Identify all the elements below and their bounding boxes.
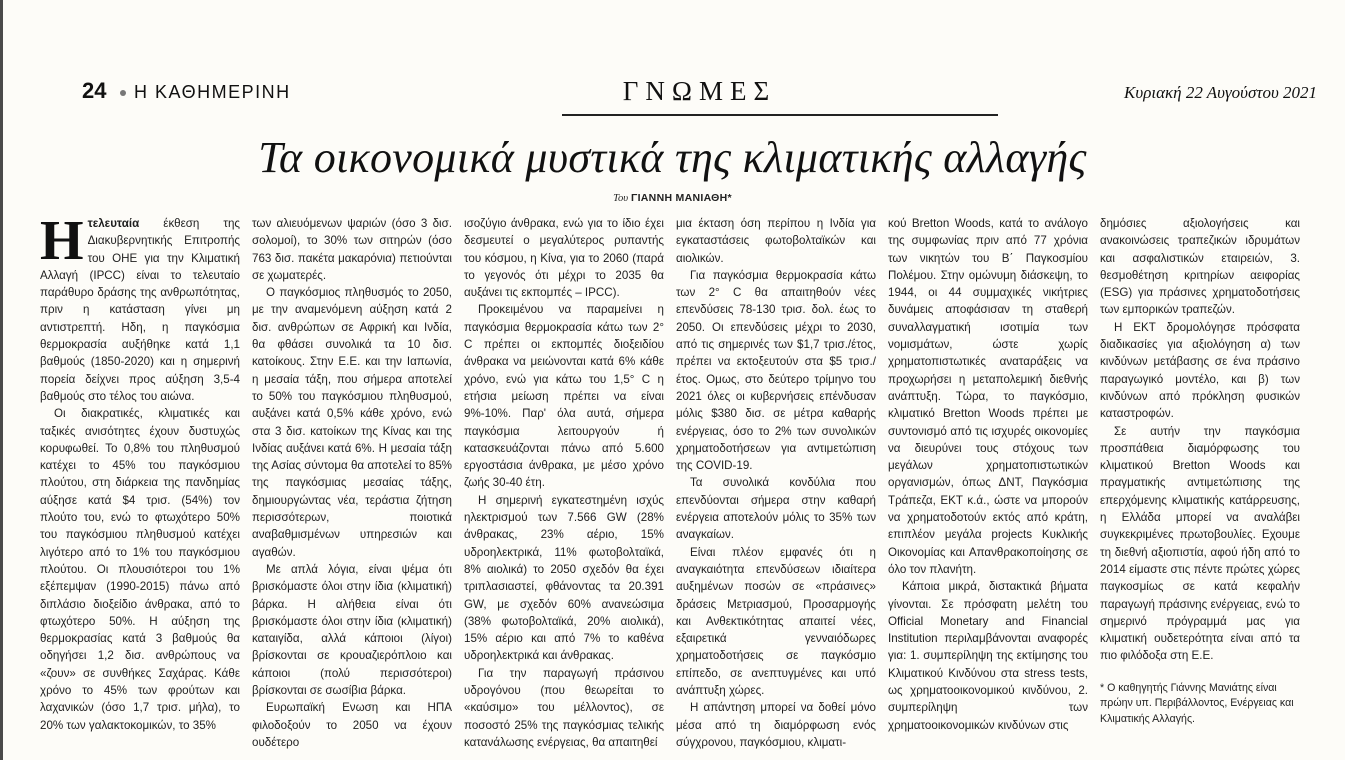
paragraph: Η ΕΚΤ δρομολόγησε πρόσφατα διαδικασίες για αξιολόγηση α) των κινδύνων μετάβασης σε ένα πράσινο παραγωγικό μοντέλο, και β) των κινδύνων από πρόκληση φυσικών καταστροφών. bbox=[1100, 320, 1300, 421]
section-rule bbox=[562, 114, 998, 116]
paragraph: Κάποια μικρά, διστακτικά βήματα γίνονται. Σε πρόσφατη μελέτη του Official Monetary and Financial Institution περιλαμβάνονται αναφορές για: 1. συμπερίληψη της εκτίμησης του Κλιματικού Κινδύνου στα stress tests, ως χρηματοοικονομικού κινδύνου, 2. συμπερίληψη των χρηματοοικονομικών κινδύνων στις bbox=[888, 580, 1088, 732]
paragraph: Σε αυτήν την παγκόσμια προσπάθεια διαμόρφωσης του κλιματικού Bretton Woods και πραγματικής αντιμετώπισης της επερχόμενης κλιματικής κατάρρευσης, η Ελλάδα μπορεί να αναλάβει συγκεκριμένες πρωτοβουλίες. Εχουμε τη διεθνή αξιοπιστία, αφού ήδη από το 2014 είμαστε στις πέντε πρώτες χώρες παγκοσμίως σε κατά κεφαλήν παραγωγή πράσινης ενέργειας, ενώ το σημερινό πρόγραμμά μας για κλιματική ουδετερότητα είναι από τα πιο φιλόδοξα στη Ε.Ε. bbox=[1100, 424, 1300, 663]
article-headline: Τα οικονομικά μυστικά της κλιματικής αλλαγής bbox=[258, 133, 1087, 182]
lead-paragraph bbox=[40, 210, 240, 405]
newspaper-name: Η ΚΑΘΗΜΕΡΙΝΗ bbox=[134, 82, 291, 102]
paragraph: δημόσιες αξιολογήσεις και ανακοινώσεις τραπεζικών ιδρυμάτων και ασφαλιστικών εταιρειών, 3. θεσμοθέτηση κριτηρίων αειφορίας (ESG) για πράσινες χρηματοδοτήσεις των εμπορικών τραπεζών. bbox=[1100, 217, 1300, 317]
lead-word: τελευταία bbox=[87, 217, 140, 230]
paragraph: Είναι πλέον εμφανές ότι η αναγκαιότητα επενδύσεων ιδιαίτερα αυξημένων ποσών σε «πράσινες» δράσεις Μετριασμού, Προσαρμογής και Ανθεκτικότητας απαιτεί νέες, εξαιρετικά γενναιόδωρες χρηματοδοτήσεις σε παγκόσμιο επίπεδο, σε ανεπτυγμένες και υπό ανάπτυξη χώρες. bbox=[676, 545, 876, 698]
column-3 bbox=[464, 215, 664, 749]
paragraph: Με απλά λόγια, είναι ψέμα ότι βρισκόμαστε όλοι στην ίδια (κλιματική) βάρκα. Η αλήθεια είναι ότι βρισκόμαστε όλοι στην ίδια (κλιματική) καταιγίδα, αλλά κάποιοι (λίγοι) βρίσκονται σε κρουαζιερόπλοιο και κάποιοι (πολύ περισσότεροι) βρίσκονται σε σωσίβια βάρκα. bbox=[252, 562, 452, 698]
column-4 bbox=[676, 215, 876, 749]
paragraph: ισοζύγιο άνθρακα, ενώ για το ίδιο έχει δεσμευτεί ο μεγαλύτερος ρυπαντής του κόσμου, η Κίνα, για το 2060 (παρά το γεγονός ότι μέχρι το 2035 θα αυξάνει τις εκπομπές – IPCC). bbox=[464, 217, 664, 300]
section-title: ΓΝΩΜΕΣ bbox=[622, 76, 777, 106]
column-6 bbox=[1100, 215, 1300, 730]
paragraph: κού Bretton Woods, κατά το ανάλογο της συμφωνίας πριν από 77 χρόνια των νικητών του Β΄ Παγκοσμίου Πολέμου. Στην ομώνυμη διάσκεψη, το 1944, οι 44 συμμαχικές νικήτριες δυνάμεις αποφάσισαν τη σταθερή συναλλαγματική ισοτιμία των νομισμάτων, ώστε χωρίς χρηματοπιστωτικές αναταράξεις να προχωρήσει η μεταπολεμική διεθνής ανάπτυξη. Τώρα, το παγκόσμιο, κλιματικό Bretton Woods πρέπει με συντονισμό από τις ισχυρές οικονομίες να διευρύνει τους στόχους των μεγάλων χρηματοπιστωτικών οργανισμών, όπως ΔΝΤ, Παγκόσμια Τράπεζα, ΕΚΤ κ.ά., ώστε να μπορούν να χρηματοδοτούν εκτός από κράτη, επιπλέον μεγάλα projects Κυκλικής Οικονομίας και Απανθρακοποίησης σε όλο τον πλανήτη. bbox=[888, 217, 1088, 576]
paragraph: των αλιευόμενων ψαριών (όσο 3 δισ. σολομοί), το 30% των σιτηρών (όσο 763 δισ. πακέτα μακαρόνια) πετιούνται σε χωματερές. bbox=[252, 217, 452, 282]
page-header bbox=[82, 76, 1317, 112]
byline-author: ΓΙΑΝΝΗ ΜΑΝΙΑΘΗ* bbox=[630, 192, 732, 204]
column-5 bbox=[888, 215, 1088, 730]
paragraph: Για την παραγωγή πράσινου υδρογόνου (που θεωρείται το «καύσιμο» του μέλλοντος), σε ποσοστό 25% της παγκόσμιας τελικής κατανάλωσης ενέργειας, θα απαιτηθεί bbox=[464, 666, 664, 749]
page-number: 24 bbox=[82, 78, 107, 103]
paragraph-text: έκθεση της Διακυβερνητικής Επιτροπής του ΟΗΕ για την Κλιματική Αλλαγή (IPCC) είναι το τελευταίο παράθυρο δράσης της ανθρωπότητας, πριν η κατάσταση γίνει μη αντιστρεπτή. Ηδη, η παγκόσμια θερμοκρασία αυξήθηκε κατά 1,1 βαθμούς (1850-2020) και η σημερινή πορεία δείχνει προς αύξηση 3,5-4 βαθμούς στο τέλος του αιώνα. bbox=[40, 217, 240, 403]
paragraph: Ευρωπαϊκή Ενωση και ΗΠΑ φιλοδοξούν το 2050 να έχουν ουδέτερο bbox=[252, 701, 452, 749]
byline bbox=[0, 192, 1345, 204]
drop-cap: Η bbox=[40, 210, 84, 272]
paragraph: Η απάντηση μπορεί να δοθεί μόνο μέσα από τη διαμόρφωση ενός σύγχρονου, παγκόσμιου, κλιματι- bbox=[676, 701, 876, 749]
paragraph: Προκειμένου να παραμείνει η παγκόσμια θερμοκρασία κάτω των 2° C πρέπει οι εκπομπές διοξειδίου άνθρακα να μειώνονται κατά 6% κάθε χρόνο, ενώ για κάτω του 1,5° C η ετήσια μείωση πρέπει να είναι 9%-10%. Παρ' όλα αυτά, σήμερα παγκόσμια λειτουργούν ή κατασκευάζονται πάνω από 5.600 εργοστάσια άνθρακα, με μέσο χρόνο ζωής 30-40 έτη. bbox=[464, 303, 664, 490]
paragraph: Η σημερινή εγκατεστημένη ισχύς ηλεκτρισμού των 7.566 GW (28% άνθρακας, 23% αέριο, 15% υδροηλεκτρικά, 11% φωτοβολταϊκά, 8% αιολικά) το 2050 σχεδόν θα έχει τριπλασιαστεί, φθάνοντας τα 20.391 GW, με σχεδόν 60% ανανεώσιμα (38% φωτοβολταϊκά, 20% αιολικά), 15% αέριο και από 7% το καθένα υδροηλεκτρικά και άνθρακας. bbox=[464, 493, 664, 663]
paragraph: Ο παγκόσμιος πληθυσμός το 2050, με την αναμενόμενη αύξηση κατά 2 δισ. ανθρώπων σε Αφρική και Ινδία, θα φθάσει συνολικά τα 10 δισ. κατοίκους. Στην Ε.Ε. και την Ιαπωνία, η μεσαία τάξη, που σήμερα αποτελεί το 50% του παγκόσμιου πληθυσμού, αυξάνει κατά 0,5% κάθε χρόνο, ενώ στα 3 δισ. κατοίκων της Κίνας και της Ινδίας αυξάνει κατά 6%. Η μεσαία τάξη της Ασίας σύντομα θα αποτελεί το 85% της παγκόσμιας μεσαίας τάξης, δημιουργώντας νέα, τεράστια ζήτηση περισσότερων, ποιοτικά αναβαθμισμένων υπηρεσιών και αγαθών. bbox=[252, 286, 452, 559]
article-body bbox=[40, 210, 1302, 749]
paragraph: Οι διακρατικές, κλιματικές και ταξικές ανισότητες έχουν δυστυχώς κορυφωθεί. Το 0,8% του πληθυσμού κατέχει το 45% του παγκόσμιου πλούτου, στη διάρκεια της πανδημίας αύξησε κατά $4 τρισ. (54%) τον πλούτο του, ενώ το φτωχότερο 50% του παγκόσμιου πληθυσμού κατέχει λιγότερο από το 1% του παγκόσμιου πλούτου. Οι πλουσιότεροι του 1% εξέπεμψαν (1990-2015) πάνω από διπλάσιο διοξείδιο άνθρακα, από το φτωχότερο 50%. Η αύξηση της θερμοκρασίας κατά 3 βαθμούς θα οδηγήσει 1,2 δισ. ανθρώπους να «ζουν» σε συνθήκες Σαχάρας. Κάθε χρόνο το 45% των φρούτων και λαχανικών (όσο 1,7 τρισ. μήλα), το 20% των γαλακτοκομικών, το 35% bbox=[40, 407, 240, 732]
byline-prefix: Του bbox=[613, 193, 629, 204]
paragraph: Τα συνολικά κονδύλια που επενδύονται σήμερα στην καθαρή ενέργεια αποτελούν μόλις το 35% των αναγκαίων. bbox=[676, 476, 876, 542]
paragraph: μια έκταση όση περίπου η Ινδία για εγκαταστάσεις φωτοβολταϊκών και αιολικών. bbox=[676, 217, 876, 265]
column-2 bbox=[252, 215, 452, 749]
column-1 bbox=[40, 210, 240, 732]
paragraph: Για παγκόσμια θερμοκρασία κάτω των 2° C θα απαιτηθούν νέες επενδύσεις 78-130 τρισ. δολ. έως το 2050. Οι επενδύσεις μέχρι το 2030, από τις σημερινές των $1,7 τρισ./έτος, πρέπει να εκτοξευτούν στα $5 τρισ./έτος. Ομως, στο δεύτερο τρίμηνο του 2021 όλες οι κυβερνήσεις επένδυσαν μόλις $380 δισ. σε μέτρα καθαρής ενέργειας, όσο το 2% των συνολικών χρηματοδοτήσεων για αντιμετώπιση της COVID-19. bbox=[676, 268, 876, 473]
issue-date: Κυριακή 22 Αυγούστου 2021 bbox=[1124, 83, 1317, 102]
author-footnote: * Ο καθηγητής Γιάννης Μανιάτης είναι πρώην υπ. Περιβάλλοντος, Ενέργειας και Κλιματικής Αλλαγής. bbox=[1100, 681, 1294, 725]
page-edge bbox=[0, 0, 3, 760]
